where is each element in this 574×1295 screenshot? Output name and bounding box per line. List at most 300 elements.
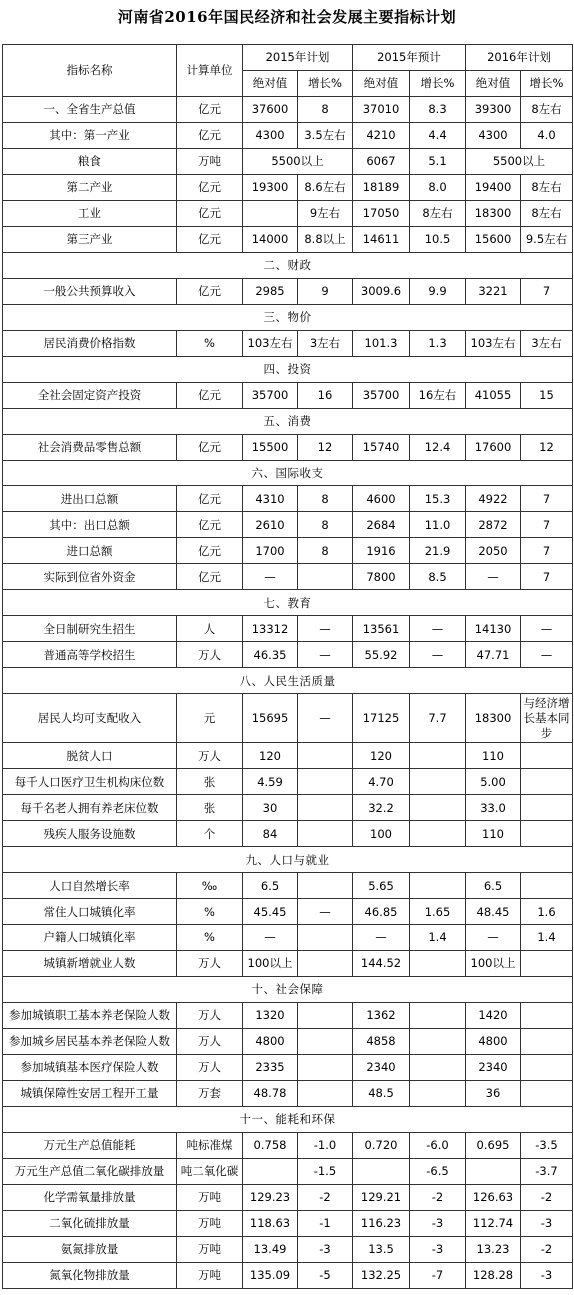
table-row <box>3 148 573 174</box>
absolute-value-cell: 4300 <box>466 122 521 148</box>
absolute-value-cell: 129.21 <box>353 1184 410 1210</box>
indicator-name: 第三产业 <box>3 226 177 252</box>
indicator-name: 脱贫人口 <box>3 743 177 769</box>
growth-cell <box>410 795 466 821</box>
table-row <box>3 925 573 951</box>
absolute-value-cell: 17600 <box>466 434 521 460</box>
growth-cell: — <box>521 616 573 642</box>
growth-cell: 1.3 <box>410 330 466 356</box>
table-row <box>3 1054 573 1080</box>
column-header-indicator: 指标名称 <box>3 45 177 97</box>
absolute-value-cell: 110 <box>466 743 521 769</box>
absolute-value-cell: 4300 <box>243 122 298 148</box>
growth-cell: — <box>298 642 353 668</box>
unit-cell: 万人 <box>177 743 243 769</box>
growth-cell: -3 <box>298 1236 353 1262</box>
absolute-value-cell: 1700 <box>243 538 298 564</box>
growth-cell: -6.0 <box>410 1132 466 1158</box>
growth-cell <box>521 743 573 769</box>
growth-cell <box>521 1028 573 1054</box>
absolute-value-cell: 112.74 <box>466 1210 521 1236</box>
absolute-value-cell: 13561 <box>353 616 410 642</box>
growth-cell: -7 <box>410 1262 466 1288</box>
absolute-value-cell: 110 <box>466 821 521 847</box>
table-row <box>3 795 573 821</box>
section-heading: 十、社会保障 <box>3 976 573 1002</box>
growth-cell: 7.7 <box>410 694 466 743</box>
growth-cell: 8.6左右 <box>298 174 353 200</box>
absolute-value-cell: 46.85 <box>353 899 410 925</box>
absolute-value-cell: 1320 <box>243 1002 298 1028</box>
column-header-period: 2015年预计 <box>353 45 466 71</box>
growth-cell: -1.0 <box>298 1132 353 1158</box>
growth-cell <box>410 1028 466 1054</box>
absolute-value-cell: 1362 <box>353 1002 410 1028</box>
growth-cell <box>521 1054 573 1080</box>
absolute-value-cell: 4.70 <box>353 769 410 795</box>
table-row <box>3 1028 573 1054</box>
growth-cell <box>298 1028 353 1054</box>
absolute-value-cell: 4.59 <box>243 769 298 795</box>
table-row <box>3 1210 573 1236</box>
indicator-table <box>2 44 573 1289</box>
indicator-name: 氨氮排放量 <box>3 1236 177 1262</box>
absolute-value-cell: 126.63 <box>466 1184 521 1210</box>
absolute-value-cell: — <box>243 925 298 951</box>
absolute-value-cell: — <box>353 925 410 951</box>
growth-cell: 10.5 <box>410 226 466 252</box>
unit-cell: 亿元 <box>177 200 243 226</box>
growth-cell: 7 <box>521 538 573 564</box>
growth-cell <box>298 925 353 951</box>
growth-cell: -3 <box>410 1210 466 1236</box>
unit-cell: 亿元 <box>177 382 243 408</box>
absolute-value-cell: 4210 <box>353 122 410 148</box>
header-row-periods <box>3 45 573 71</box>
section-heading: 九、人口与就业 <box>3 847 573 873</box>
growth-cell <box>410 769 466 795</box>
absolute-value-cell: 33.0 <box>466 795 521 821</box>
table-row <box>3 96 573 122</box>
growth-cell: 8 <box>298 486 353 512</box>
absolute-value-cell: 116.23 <box>353 1210 410 1236</box>
indicator-name: 其中：出口总额 <box>3 512 177 538</box>
growth-cell: 1.4 <box>410 925 466 951</box>
growth-cell: 8左右 <box>521 200 573 226</box>
growth-cell: 16 <box>298 382 353 408</box>
growth-cell: 1.4 <box>521 925 573 951</box>
absolute-value-cell: 120 <box>353 743 410 769</box>
absolute-value-cell: 3221 <box>466 278 521 304</box>
unit-cell: 亿元 <box>177 96 243 122</box>
absolute-value-cell: 13.5 <box>353 1236 410 1262</box>
column-header-absolute: 绝对值 <box>353 70 410 96</box>
absolute-value-cell: 4858 <box>353 1028 410 1054</box>
unit-cell: 亿元 <box>177 512 243 538</box>
growth-cell: — <box>410 616 466 642</box>
growth-cell <box>521 795 573 821</box>
table-row <box>3 769 573 795</box>
growth-cell: 12 <box>298 434 353 460</box>
growth-cell: -6.5 <box>410 1158 466 1184</box>
growth-cell: -2 <box>521 1236 573 1262</box>
section-heading: 五、消费 <box>3 408 573 434</box>
absolute-value-cell: 18300 <box>466 200 521 226</box>
growth-cell: — <box>410 642 466 668</box>
table-row <box>3 950 573 976</box>
growth-cell: -5 <box>298 1262 353 1288</box>
unit-cell: 万吨 <box>177 1184 243 1210</box>
unit-cell: 亿元 <box>177 434 243 460</box>
indicator-name: 氮氧化物排放量 <box>3 1262 177 1288</box>
absolute-value-cell: 14130 <box>466 616 521 642</box>
absolute-value-cell: 32.2 <box>353 795 410 821</box>
absolute-value-cell: 37600 <box>243 96 298 122</box>
absolute-value-cell: 100 <box>353 821 410 847</box>
indicator-name: 进口总额 <box>3 538 177 564</box>
growth-cell <box>298 743 353 769</box>
growth-cell: 7 <box>521 278 573 304</box>
unit-cell: 亿元 <box>177 564 243 590</box>
absolute-value-cell <box>353 1158 410 1184</box>
section-row <box>3 356 573 382</box>
absolute-value-cell: 120 <box>243 743 298 769</box>
column-header-period: 2015年计划 <box>243 45 353 71</box>
absolute-value-cell: 7800 <box>353 564 410 590</box>
section-heading: 四、投资 <box>3 356 573 382</box>
table-row <box>3 642 573 668</box>
indicator-name: 一般公共预算收入 <box>3 278 177 304</box>
unit-cell: 亿元 <box>177 486 243 512</box>
growth-cell: 8.8以上 <box>298 226 353 252</box>
table-body <box>3 45 573 1289</box>
growth-cell: 7 <box>521 486 573 512</box>
unit-cell: 万人 <box>177 950 243 976</box>
growth-cell: -2 <box>298 1184 353 1210</box>
absolute-value-cell: 3009.6 <box>353 278 410 304</box>
unit-cell: 吨二氧化碳 <box>177 1158 243 1184</box>
unit-cell: 张 <box>177 795 243 821</box>
indicator-name: 化学需氧量排放量 <box>3 1184 177 1210</box>
absolute-value-cell: 30 <box>243 795 298 821</box>
indicator-name: 参加城乡居民基本养老保险人数 <box>3 1028 177 1054</box>
indicator-name: 户籍人口城镇化率 <box>3 925 177 951</box>
indicator-name: 二氧化硫排放量 <box>3 1210 177 1236</box>
absolute-value-cell: 48.78 <box>243 1080 298 1106</box>
indicator-name: 居民人均可支配收入 <box>3 694 177 743</box>
growth-cell <box>298 1054 353 1080</box>
unit-cell: 万吨 <box>177 148 243 174</box>
growth-cell <box>521 769 573 795</box>
absolute-value-cell: 6067 <box>353 148 410 174</box>
absolute-value-cell: 2050 <box>466 538 521 564</box>
unit-cell: 万吨 <box>177 1262 243 1288</box>
page-title: 河南省2016年国民经济和社会发展主要指标计划 <box>117 8 457 26</box>
absolute-value-cell: 129.23 <box>243 1184 298 1210</box>
section-heading: 十一、能耗和环保 <box>3 1106 573 1132</box>
absolute-value-cell: 103左右 <box>466 330 521 356</box>
growth-cell: 7 <box>521 512 573 538</box>
growth-cell: — <box>298 694 353 743</box>
table-row <box>3 616 573 642</box>
absolute-value-cell: 19300 <box>243 174 298 200</box>
table-row <box>3 821 573 847</box>
section-heading: 二、财政 <box>3 252 573 278</box>
absolute-value-cell: — <box>243 564 298 590</box>
absolute-value-cell: 41055 <box>466 382 521 408</box>
section-row <box>3 408 573 434</box>
table-row <box>3 873 573 899</box>
growth-cell: 5.1 <box>410 148 466 174</box>
growth-cell <box>298 950 353 976</box>
growth-cell <box>298 1002 353 1028</box>
absolute-value-cell: 37010 <box>353 96 410 122</box>
column-header-growth: 增长% <box>521 70 573 96</box>
absolute-value-cell: 0.695 <box>466 1132 521 1158</box>
growth-cell: 15.3 <box>410 486 466 512</box>
growth-cell <box>298 821 353 847</box>
indicator-name: 全社会固定资产投资 <box>3 382 177 408</box>
table-row <box>3 899 573 925</box>
absolute-value-cell: 2340 <box>353 1054 410 1080</box>
growth-cell: 8左右 <box>521 96 573 122</box>
absolute-value-cell: 6.5 <box>466 873 521 899</box>
table-row <box>3 538 573 564</box>
absolute-value-cell: 47.71 <box>466 642 521 668</box>
unit-cell: 万人 <box>177 1054 243 1080</box>
growth-cell: 12.4 <box>410 434 466 460</box>
absolute-value-cell: 100以上 <box>243 950 298 976</box>
absolute-value-cell: 1916 <box>353 538 410 564</box>
absolute-value-cell: 144.52 <box>353 950 410 976</box>
growth-cell: — <box>298 899 353 925</box>
unit-cell: 元 <box>177 694 243 743</box>
absolute-value-cell <box>243 200 298 226</box>
growth-cell: 3左右 <box>521 330 573 356</box>
section-row <box>3 304 573 330</box>
growth-cell <box>298 795 353 821</box>
column-header-absolute: 绝对值 <box>243 70 298 96</box>
growth-cell: -1.5 <box>298 1158 353 1184</box>
growth-cell: -3.5 <box>521 1132 573 1158</box>
column-header-unit: 计算单位 <box>177 45 243 97</box>
absolute-value-cell: 48.45 <box>466 899 521 925</box>
section-row <box>3 976 573 1002</box>
unit-cell: 亿元 <box>177 122 243 148</box>
growth-cell <box>521 821 573 847</box>
absolute-value-cell: 36 <box>466 1080 521 1106</box>
unit-cell: 亿元 <box>177 278 243 304</box>
growth-cell: 3左右 <box>298 330 353 356</box>
growth-cell: 4.0 <box>521 122 573 148</box>
section-heading: 八、人民生活质量 <box>3 668 573 694</box>
unit-cell: % <box>177 899 243 925</box>
indicator-name: 每千人口医疗卫生机构床位数 <box>3 769 177 795</box>
absolute-value-cell: 17050 <box>353 200 410 226</box>
growth-cell: 3.5左右 <box>298 122 353 148</box>
unit-cell: % <box>177 925 243 951</box>
growth-cell: 9.9 <box>410 278 466 304</box>
column-header-growth: 增长% <box>410 70 466 96</box>
absolute-value-cell: 13312 <box>243 616 298 642</box>
growth-cell <box>521 873 573 899</box>
table-row <box>3 512 573 538</box>
section-row <box>3 252 573 278</box>
indicator-name: 普通高等学校招生 <box>3 642 177 668</box>
table-row <box>3 486 573 512</box>
table-row <box>3 200 573 226</box>
table-row <box>3 694 573 743</box>
growth-cell: 8 <box>298 96 353 122</box>
unit-cell: % <box>177 330 243 356</box>
unit-cell: 万吨 <box>177 1210 243 1236</box>
absolute-value-cell: 2985 <box>243 278 298 304</box>
unit-cell: 张 <box>177 769 243 795</box>
growth-cell: — <box>521 642 573 668</box>
unit-cell: 亿元 <box>177 538 243 564</box>
absolute-value-cell: 103左右 <box>243 330 298 356</box>
growth-cell: 4.4 <box>410 122 466 148</box>
growth-cell <box>410 1054 466 1080</box>
growth-cell: 9.5左右 <box>521 226 573 252</box>
growth-cell <box>298 873 353 899</box>
unit-cell: 万人 <box>177 1002 243 1028</box>
growth-cell: -2 <box>410 1184 466 1210</box>
growth-cell: 16左右 <box>410 382 466 408</box>
absolute-value-cell: 1420 <box>466 1002 521 1028</box>
absolute-value-cell: 13.49 <box>243 1236 298 1262</box>
growth-cell <box>410 873 466 899</box>
indicator-name: 其中：第一产业 <box>3 122 177 148</box>
section-row <box>3 668 573 694</box>
table-row <box>3 122 573 148</box>
indicator-name: 社会消费品零售总额 <box>3 434 177 460</box>
table-row <box>3 1080 573 1106</box>
absolute-value-cell: 5.65 <box>353 873 410 899</box>
growth-cell: 8.3 <box>410 96 466 122</box>
unit-cell: 亿元 <box>177 226 243 252</box>
absolute-value-cell: 18300 <box>466 694 521 743</box>
section-heading: 三、物价 <box>3 304 573 330</box>
unit-cell: 吨标准煤 <box>177 1132 243 1158</box>
growth-cell: -1 <box>298 1210 353 1236</box>
absolute-value-cell: 15600 <box>466 226 521 252</box>
indicator-name: 工业 <box>3 200 177 226</box>
table-row <box>3 278 573 304</box>
growth-cell <box>521 1002 573 1028</box>
growth-cell: 8 <box>298 512 353 538</box>
section-row <box>3 460 573 486</box>
absolute-value-cell: 18189 <box>353 174 410 200</box>
unit-cell: 万人 <box>177 1028 243 1054</box>
indicator-name: 第二产业 <box>3 174 177 200</box>
absolute-value-cell: — <box>466 925 521 951</box>
unit-cell: 人 <box>177 616 243 642</box>
absolute-value-cell: 19400 <box>466 174 521 200</box>
absolute-value-cell <box>243 1158 298 1184</box>
table-row <box>3 1262 573 1288</box>
absolute-value-cell: 48.5 <box>353 1080 410 1106</box>
unit-cell: 个 <box>177 821 243 847</box>
growth-cell: 9 <box>298 278 353 304</box>
growth-cell <box>298 769 353 795</box>
absolute-value-cell: 2684 <box>353 512 410 538</box>
unit-cell: 万人 <box>177 642 243 668</box>
growth-cell <box>521 950 573 976</box>
absolute-value-cell: 17125 <box>353 694 410 743</box>
indicator-name: 参加城镇基本医疗保险人数 <box>3 1054 177 1080</box>
absolute-value-cell: 4600 <box>353 486 410 512</box>
growth-cell: — <box>298 616 353 642</box>
absolute-value-cell: 6.5 <box>243 873 298 899</box>
indicator-name: 全日制研究生招生 <box>3 616 177 642</box>
table-row <box>3 564 573 590</box>
absolute-value-cell: 15695 <box>243 694 298 743</box>
table-row <box>3 1002 573 1028</box>
unit-cell: 万套 <box>177 1080 243 1106</box>
absolute-value-cell <box>466 1158 521 1184</box>
unit-cell: ‰ <box>177 873 243 899</box>
growth-cell: -2 <box>521 1184 573 1210</box>
absolute-value-cell: 13.23 <box>466 1236 521 1262</box>
table-row <box>3 1236 573 1262</box>
column-header-absolute: 绝对值 <box>466 70 521 96</box>
absolute-value-cell: 39300 <box>466 96 521 122</box>
table-row <box>3 1158 573 1184</box>
absolute-value-cell: 5500以上 <box>466 148 573 174</box>
growth-cell: 15 <box>521 382 573 408</box>
growth-cell: 8左右 <box>410 200 466 226</box>
growth-cell <box>410 950 466 976</box>
absolute-value-cell: 100以上 <box>466 950 521 976</box>
growth-cell <box>410 1002 466 1028</box>
table-row <box>3 1184 573 1210</box>
indicator-name: 实际到位省外资金 <box>3 564 177 590</box>
indicator-name: 城镇新增就业人数 <box>3 950 177 976</box>
indicator-name: 参加城镇职工基本养老保险人数 <box>3 1002 177 1028</box>
growth-cell: -3 <box>410 1236 466 1262</box>
growth-cell: 21.9 <box>410 538 466 564</box>
table-row <box>3 226 573 252</box>
growth-cell <box>298 1080 353 1106</box>
growth-cell: 与经济增长基本同步 <box>521 694 573 743</box>
table-row <box>3 743 573 769</box>
indicator-name: 粮食 <box>3 148 177 174</box>
indicator-name: 残疾人服务设施数 <box>3 821 177 847</box>
absolute-value-cell: 2872 <box>466 512 521 538</box>
absolute-value-cell: 84 <box>243 821 298 847</box>
absolute-value-cell: 4800 <box>466 1028 521 1054</box>
absolute-value-cell: 2340 <box>466 1054 521 1080</box>
absolute-value-cell: 4922 <box>466 486 521 512</box>
growth-cell: 7 <box>521 564 573 590</box>
growth-cell <box>410 821 466 847</box>
growth-cell: 12 <box>521 434 573 460</box>
absolute-value-cell: 5500以上 <box>243 148 353 174</box>
growth-cell: 8 <box>298 538 353 564</box>
section-row <box>3 847 573 873</box>
absolute-value-cell: 14000 <box>243 226 298 252</box>
absolute-value-cell: 15740 <box>353 434 410 460</box>
indicator-name: 人口自然增长率 <box>3 873 177 899</box>
absolute-value-cell: 128.28 <box>466 1262 521 1288</box>
absolute-value-cell: 135.09 <box>243 1262 298 1288</box>
table-row <box>3 174 573 200</box>
indicator-name: 一、全省生产总值 <box>3 96 177 122</box>
absolute-value-cell: 0.720 <box>353 1132 410 1158</box>
absolute-value-cell: 55.92 <box>353 642 410 668</box>
growth-cell: 9左右 <box>298 200 353 226</box>
